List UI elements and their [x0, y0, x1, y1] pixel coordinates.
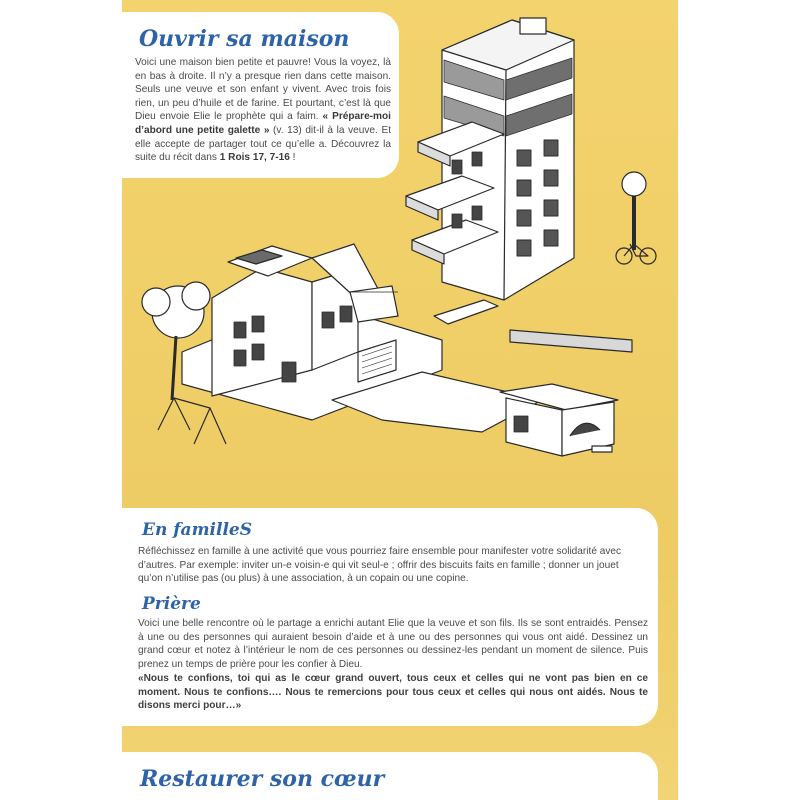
- low-slab-drawing: [510, 330, 632, 352]
- bible-reference: 1 Rois 17, 7-16: [219, 152, 290, 164]
- prayer-quote: «Nous te confions, toi qui as le cœur grand ouvert, tous ceux et celles qui ne vont pas bien en ce moment. Nous te confions…. Nous te remercions pour tous ceux et celles qui nous ont aidés. Nous te disons merci pour…»: [138, 673, 648, 712]
- booklet-page: [122, 0, 678, 800]
- intro-paragraph: [135, 56, 391, 165]
- intro-text-3: !: [289, 152, 296, 164]
- restaurer-title: Restaurer son cœur: [140, 766, 385, 792]
- intro-text-1: Voici une maison bien petite et pauvre! Vous la voyez, là en bas à droite. Il n’y a presque rien dans cette maison. Seuls une veuve et son enfant y vivent. Avec trois fois rien, un peu d’huile et de farine. Et pourtant, c’est là que Dieu envoie Elie le prophète qui a faim.: [135, 57, 391, 123]
- familles-title: En familleS: [142, 520, 253, 540]
- intro-text-2: (v. 13) dit-il à la veuve. Et elle accepte de partager tout ce qu’elle a. Découvrez la suite du récit dans: [135, 124, 391, 164]
- swing-drawing: [158, 398, 226, 444]
- street-lamp-drawing: [622, 172, 646, 250]
- intro-quote: « Prépare-moi d’abord une petite galette »: [135, 111, 391, 136]
- apartment-tower-drawing: [406, 18, 574, 324]
- priere-paragraph: Voici une belle rencontre où le partage a enrichi autant Elie que la veuve et son fils. Ils se sont entraidés. Pensez à une ou des personnes qui auraient besoin d’aide et à une ou des personnes qui vous ont aidé. Dessinez un grand cœur et notez à l’intérieur le nom de ces personnes ou dessinez-les pendant un moment de silence. Puis prenez un temps de prière pour les confier à Dieu.: [138, 618, 648, 670]
- intro-title: Ouvrir sa maison: [139, 26, 350, 52]
- familles-paragraph: Réfléchissez en famille à une activité que vous pourriez faire ensemble pour manifester votre solidarité avec d’autres. Par exemple: inviter un-e voisin-e qui vit seul-e ; offrir des biscuits faits en famille ; donner un jouet qu’on n’utilise pas (ou plus) à une association, à un copain ou une copine.: [138, 546, 622, 585]
- priere-title: Prière: [142, 594, 201, 614]
- small-hut-drawing: [500, 384, 618, 456]
